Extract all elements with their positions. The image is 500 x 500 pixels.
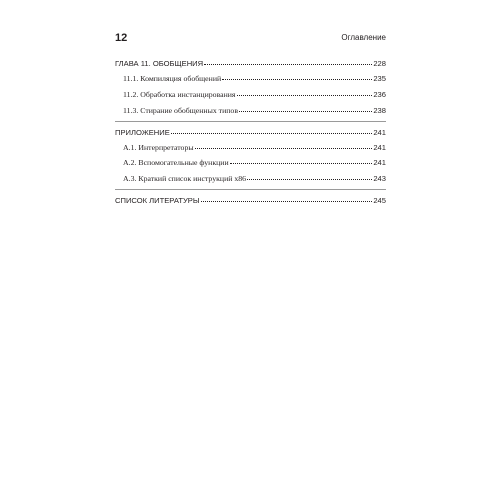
toc-entry-section — [115, 73, 386, 84]
toc-entry-chapter-11 — [115, 58, 386, 69]
toc-entry-bibliography — [115, 195, 386, 206]
toc-entry-title: 11.1. Компиляция обобщений — [123, 74, 222, 83]
toc-entry-title: А.1. Интерпретаторы — [123, 143, 194, 152]
dot-leader — [195, 147, 373, 149]
page-header — [115, 31, 386, 45]
toc-entry-section — [115, 89, 386, 100]
toc-entry-title: ПРИЛОЖЕНИЕ — [115, 128, 170, 137]
dot-leader — [201, 200, 373, 202]
dot-leader — [247, 178, 372, 180]
dot-leader — [204, 63, 372, 65]
dot-leader — [222, 78, 372, 80]
toc-entry-page: 238 — [373, 106, 386, 115]
dot-leader — [230, 162, 373, 164]
toc-entry-page: 243 — [373, 174, 386, 183]
dot-leader — [171, 132, 373, 134]
toc-entry-appendix — [115, 127, 386, 138]
toc-entry-title: А.2. Вспомогательные функции — [123, 158, 229, 167]
toc-entry-title: 11.3. Стирание обобщенных типов — [123, 106, 239, 115]
section-divider — [115, 121, 386, 122]
dot-leader — [239, 110, 372, 112]
toc-entry-page: 235 — [373, 74, 386, 83]
toc-entry-page: 236 — [373, 90, 386, 99]
toc-entry-page: 241 — [373, 143, 386, 152]
toc-entry-page: 241 — [373, 158, 386, 167]
toc-entry-page: 245 — [373, 196, 386, 205]
toc-entry-page: 241 — [373, 128, 386, 137]
running-title: Оглавление — [341, 33, 386, 42]
toc-entry-section — [115, 142, 386, 153]
page-number: 12 — [115, 32, 128, 44]
section-divider — [115, 189, 386, 190]
toc-entry-section — [115, 157, 386, 168]
toc-entry-title: ГЛАВА 11. ОБОБЩЕНИЯ — [115, 59, 204, 68]
toc-entry-title: 11.2. Обработка инстанцирования — [123, 90, 236, 99]
toc-entry-page: 228 — [373, 59, 386, 68]
toc-entry-title: А.3. Краткий список инструкций x86 — [123, 174, 247, 183]
dot-leader — [237, 94, 373, 96]
toc-entry-section — [115, 105, 386, 116]
toc-entry-section — [115, 173, 386, 184]
toc-entry-title: СПИСОК ЛИТЕРАТУРЫ — [115, 196, 200, 205]
